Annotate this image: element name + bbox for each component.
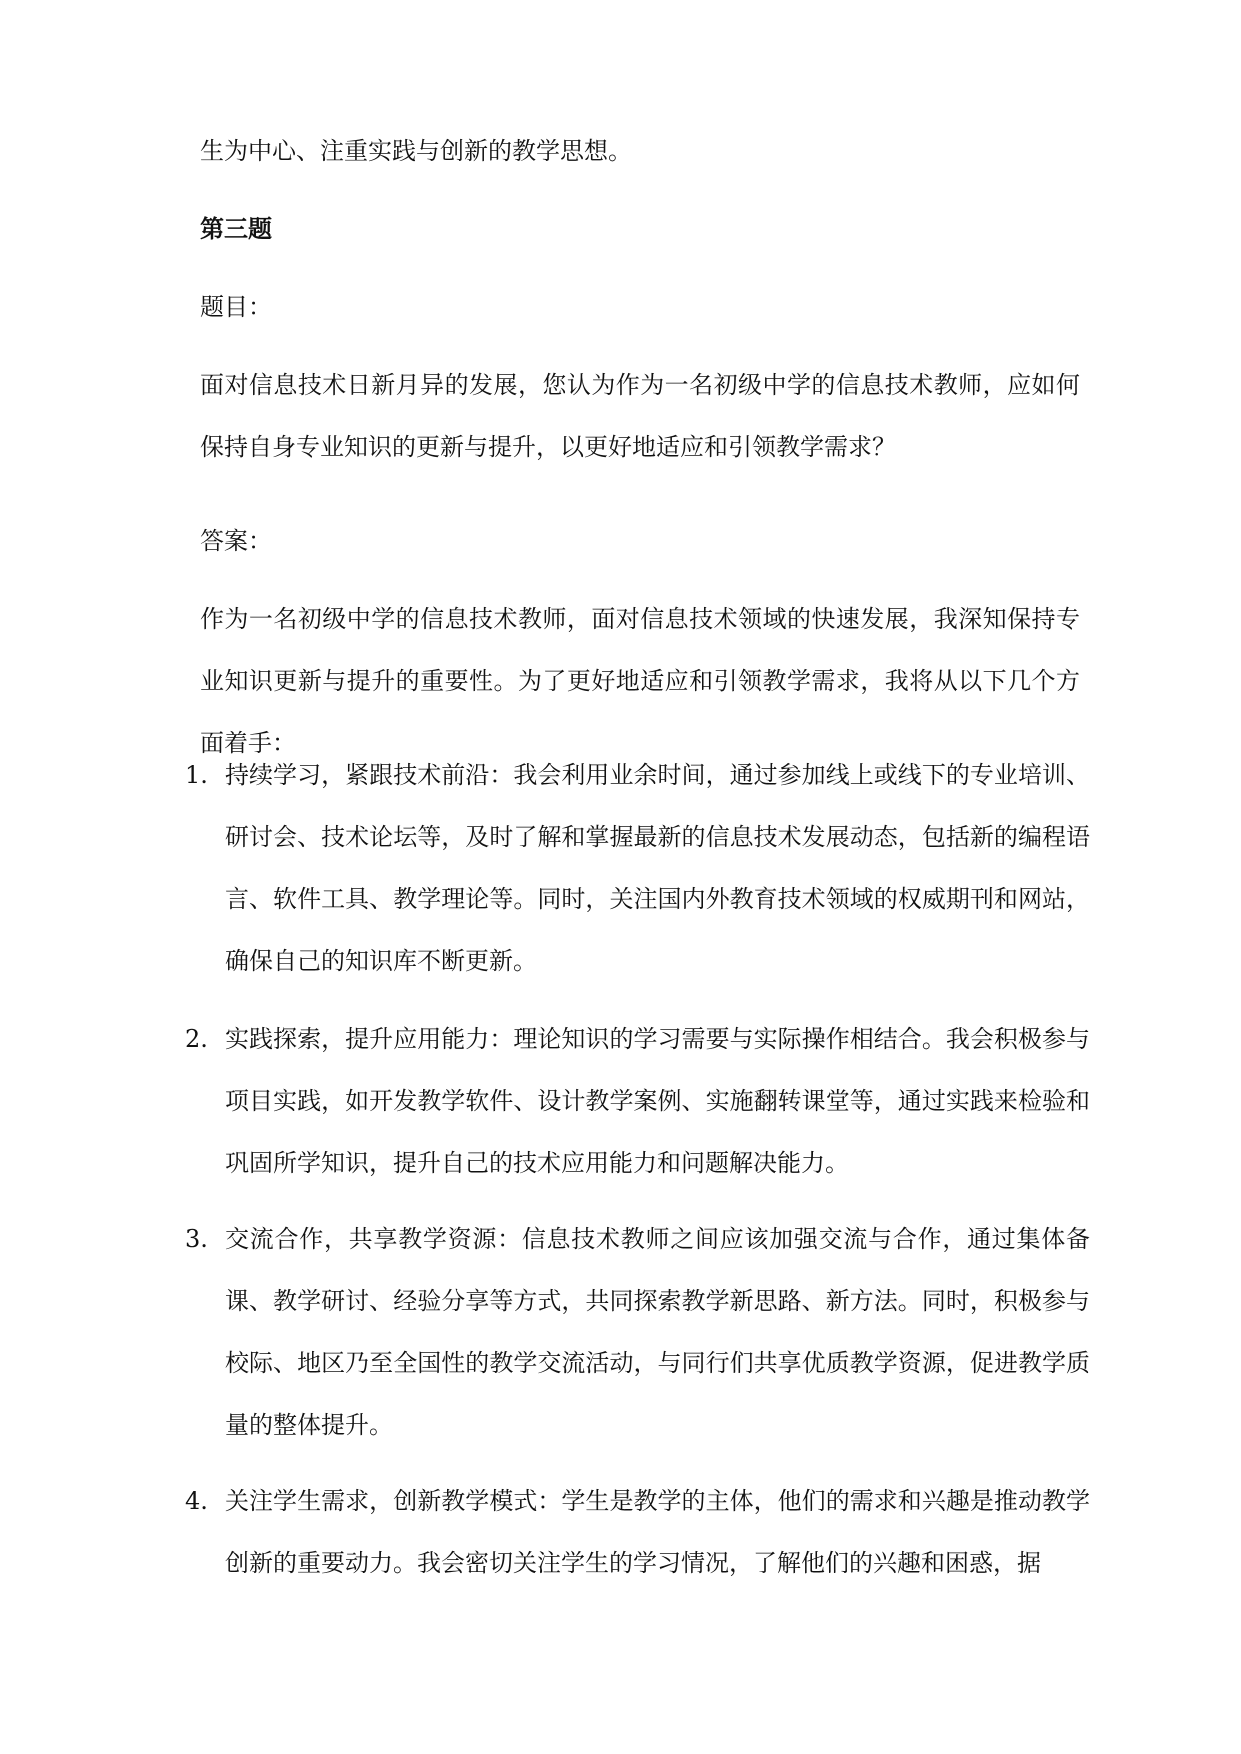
list-text: 交流合作，共享教学资源：信息技术教师之间应该加强交流与合作，通过集体备课、教学研讨、经验分享等方式，共同探索教学新思路、新方法。同时，积极参与校际、地区乃至全国性的教学交流活动，与同行们共享优质教学资源，促进教学质量的整体提升。 <box>225 1225 1090 1439</box>
list-number: 1. <box>185 761 208 789</box>
list-text: 关注学生需求，创新教学模式：学生是教学的主体，他们的需求和兴趣是推动教学创新的重要动力。我会密切关注学生的学习情况，了解他们的兴趣和困惑，据 <box>225 1487 1090 1577</box>
list-number: 2. <box>185 1025 208 1053</box>
list-text: 实践探索，提升应用能力：理论知识的学习需要与实际操作相结合。我会积极参与项目实践，如开发教学软件、设计教学案例、实施翻转课堂等，通过实践来检验和巩固所学知识，提升自己的技术应用能力和问题解决能力。 <box>225 1025 1090 1177</box>
question-text: 面对信息技术日新月异的发展，您认为作为一名初级中学的信息技术教师，应如何保持自身专业知识的更新与提升，以更好地适应和引领教学需求？ <box>200 371 1080 461</box>
answer-label: 答案： <box>200 527 272 555</box>
section-title: 第三题 <box>200 214 272 243</box>
list-number: 3. <box>185 1225 208 1253</box>
list-item <box>185 1208 1090 1456</box>
list-text: 持续学习，紧跟技术前沿：我会利用业余时间，通过参加线上或线下的专业培训、研讨会、技术论坛等，及时了解和掌握最新的信息技术发展动态，包括新的编程语言、软件工具、教学理论等。同时，关注国内外教育技术领域的权威期刊和网站，确保自己的知识库不断更新。 <box>225 761 1090 975</box>
answer-intro: 作为一名初级中学的信息技术教师，面对信息技术领域的快速发展，我深知保持专业知识更新与提升的重要性。为了更好地适应和引领教学需求，我将从以下几个方面着手： <box>200 605 1080 757</box>
question-label: 题目： <box>200 293 272 321</box>
continuation-line: 生为中心、注重实践与创新的教学思想。 <box>200 137 632 165</box>
list-item <box>185 1470 1090 1594</box>
list-item <box>185 744 1090 992</box>
list-number: 4. <box>185 1487 208 1515</box>
list-item <box>185 1008 1090 1194</box>
